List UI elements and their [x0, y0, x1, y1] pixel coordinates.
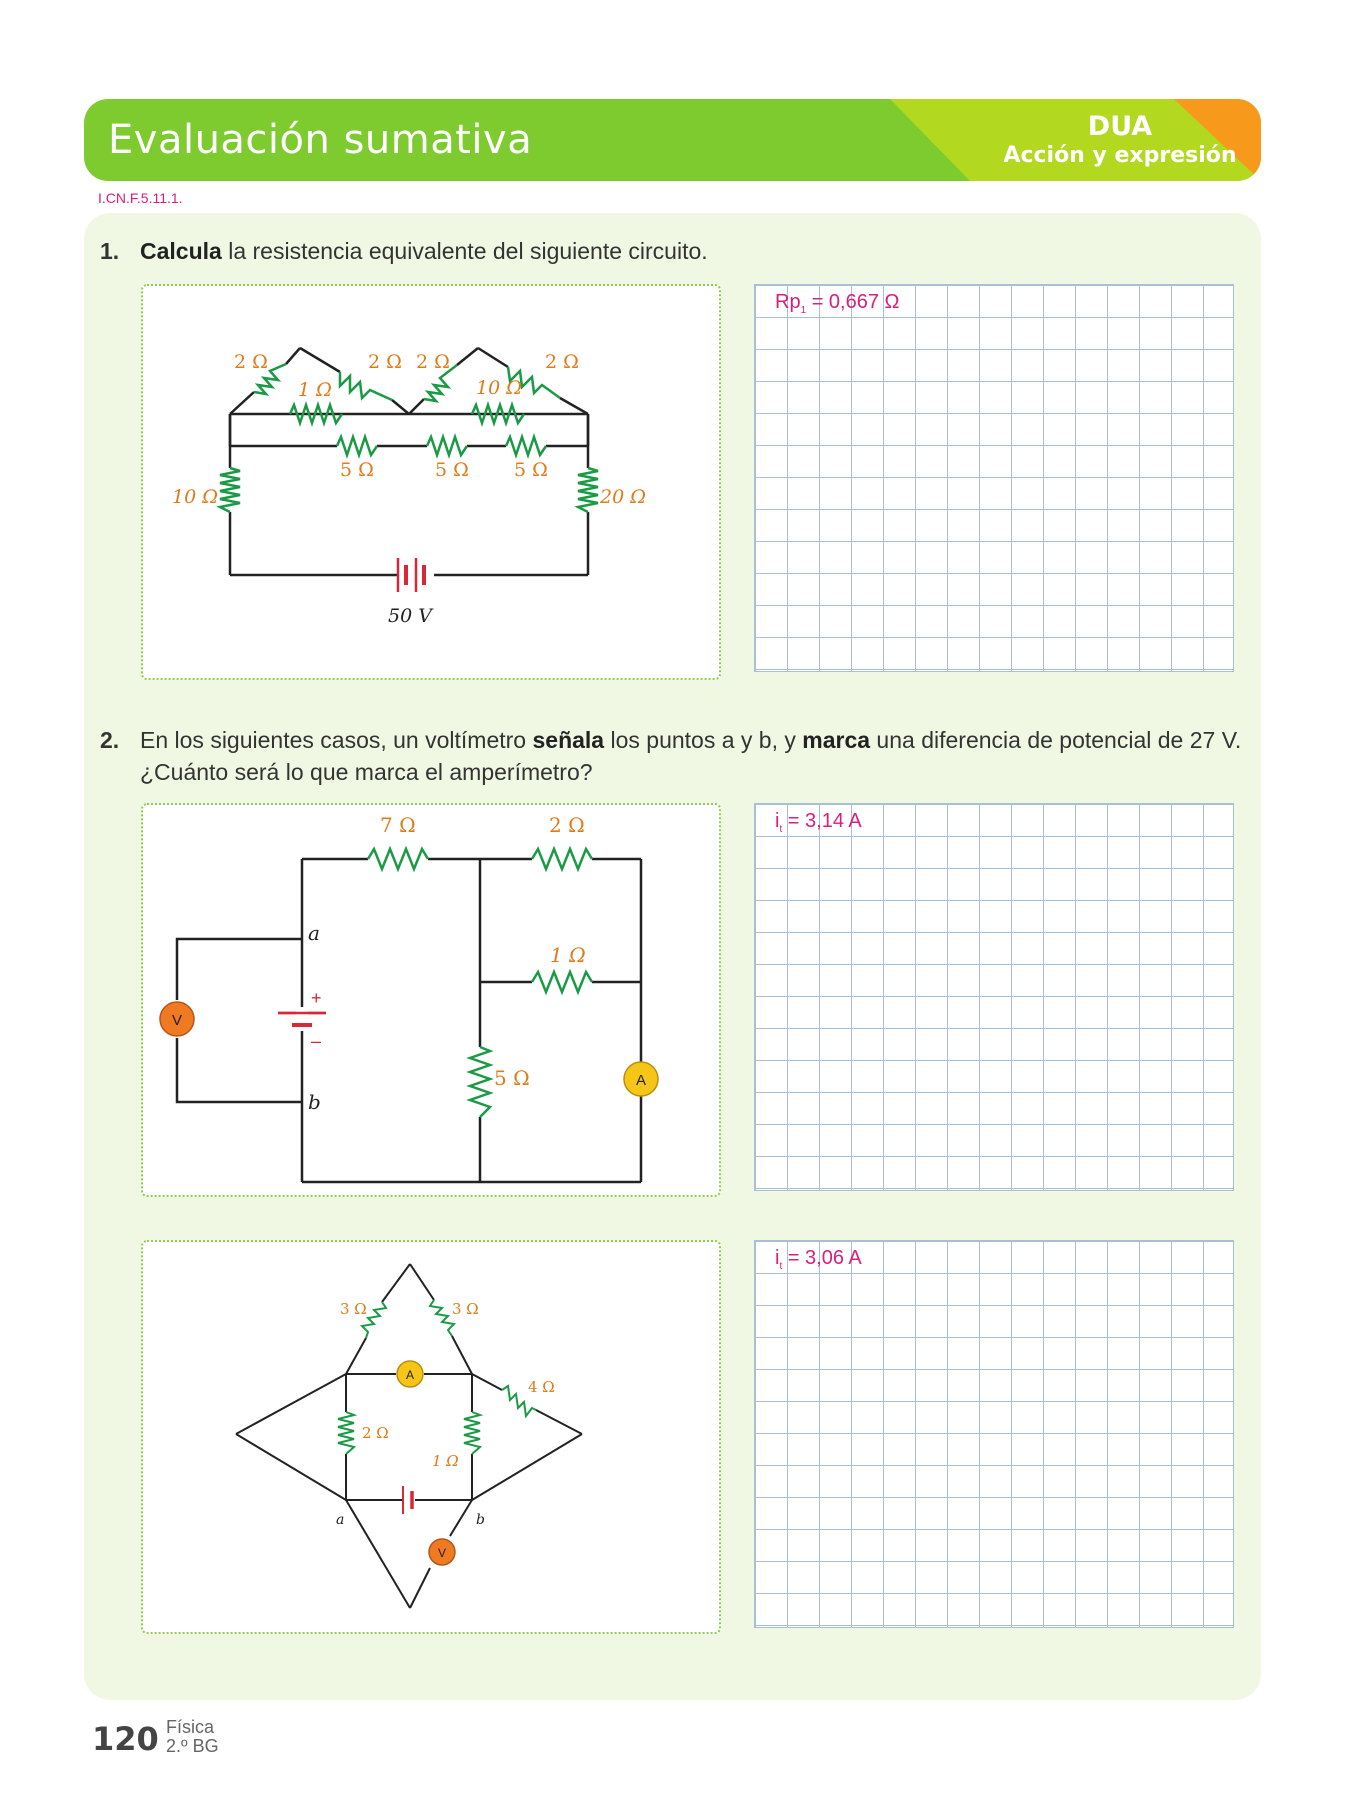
circuit-figure-2b — [141, 1240, 721, 1634]
question-line-2: ¿Cuánto será lo que marca el amperímetro? — [140, 759, 593, 785]
section-title: Evaluación sumativa — [108, 117, 533, 163]
resistor-label: 2 Ω — [362, 1424, 389, 1442]
resistor-label: 3 Ω — [340, 1300, 367, 1318]
resistor-label: 10 Ω — [172, 486, 218, 508]
resistor-label: 2 Ω — [368, 351, 402, 373]
resistor-label: 5 Ω — [435, 459, 469, 481]
resistor-label: 2 Ω — [549, 813, 585, 837]
answer-text: $i_t = 3,14$ A — [775, 810, 862, 835]
ammeter-icon — [397, 1361, 423, 1387]
indicator-code: I.CN.F.5.11.1. — [98, 190, 183, 206]
answer-grid-2a — [754, 803, 1234, 1191]
voltmeter-icon — [429, 1539, 455, 1565]
resistor-label: 2 Ω — [234, 351, 268, 373]
page-number: 120 — [92, 1720, 159, 1758]
voltmeter-icon — [160, 1002, 194, 1036]
answer-grid-2b — [754, 1240, 1234, 1628]
dua-label: DUA — [1087, 111, 1153, 142]
resistor-label: 5 Ω — [340, 459, 374, 481]
resistor-label: 3 Ω — [452, 1300, 479, 1318]
svg-text:A: A — [635, 1072, 647, 1089]
resistor-label: 1 Ω — [432, 1452, 459, 1470]
resistor-label: 2 Ω — [416, 351, 450, 373]
svg-text:V: V — [171, 1012, 183, 1029]
answer-text: $Rp_1 = 0,667$ Ω — [775, 291, 900, 316]
section-header — [84, 99, 1261, 181]
point-a-label: a — [308, 921, 320, 945]
question-verb: Calcula — [140, 238, 222, 264]
circuit-figure-2a — [141, 803, 721, 1197]
circuit-diagram-2a — [143, 805, 719, 1195]
ammeter-icon — [624, 1062, 658, 1096]
resistor-label: 1 Ω — [550, 943, 586, 967]
resistor-label: 4 Ω — [528, 1378, 555, 1396]
resistor-label: 20 Ω — [600, 486, 646, 508]
resistor-label: 10 Ω — [476, 377, 522, 399]
circuit-diagram-1 — [143, 286, 719, 678]
circuit-figure-1 — [141, 284, 721, 680]
resistor-label: 1 Ω — [298, 379, 332, 401]
svg-text:A: A — [405, 1368, 415, 1382]
resistor-label: 7 Ω — [380, 813, 416, 837]
circuit-diagram-2b — [143, 1242, 719, 1632]
question-number: 2. — [100, 727, 120, 753]
answer-grid-1 — [754, 284, 1234, 672]
footer-subject: Física 2.º BG — [166, 1717, 219, 1756]
minus-sign: – — [311, 1031, 322, 1051]
dua-subtitle: Acción y expresión — [1003, 143, 1237, 168]
source-voltage-label: 50 V — [388, 605, 432, 627]
resistor-label: 5 Ω — [494, 1066, 530, 1090]
point-b-label: b — [308, 1090, 321, 1114]
svg-text:V: V — [437, 1546, 447, 1560]
point-a-label: a — [336, 1512, 345, 1528]
point-b-label: b — [476, 1512, 485, 1528]
resistor-label: 2 Ω — [545, 351, 579, 373]
plus-sign: + — [311, 988, 322, 1008]
question-text: la resistencia equivalente del siguiente circuito. — [221, 238, 708, 264]
question-number: 1. — [100, 238, 120, 264]
resistor-label: 5 Ω — [514, 459, 548, 481]
answer-text: $i_t = 3,06$ A — [775, 1247, 862, 1272]
